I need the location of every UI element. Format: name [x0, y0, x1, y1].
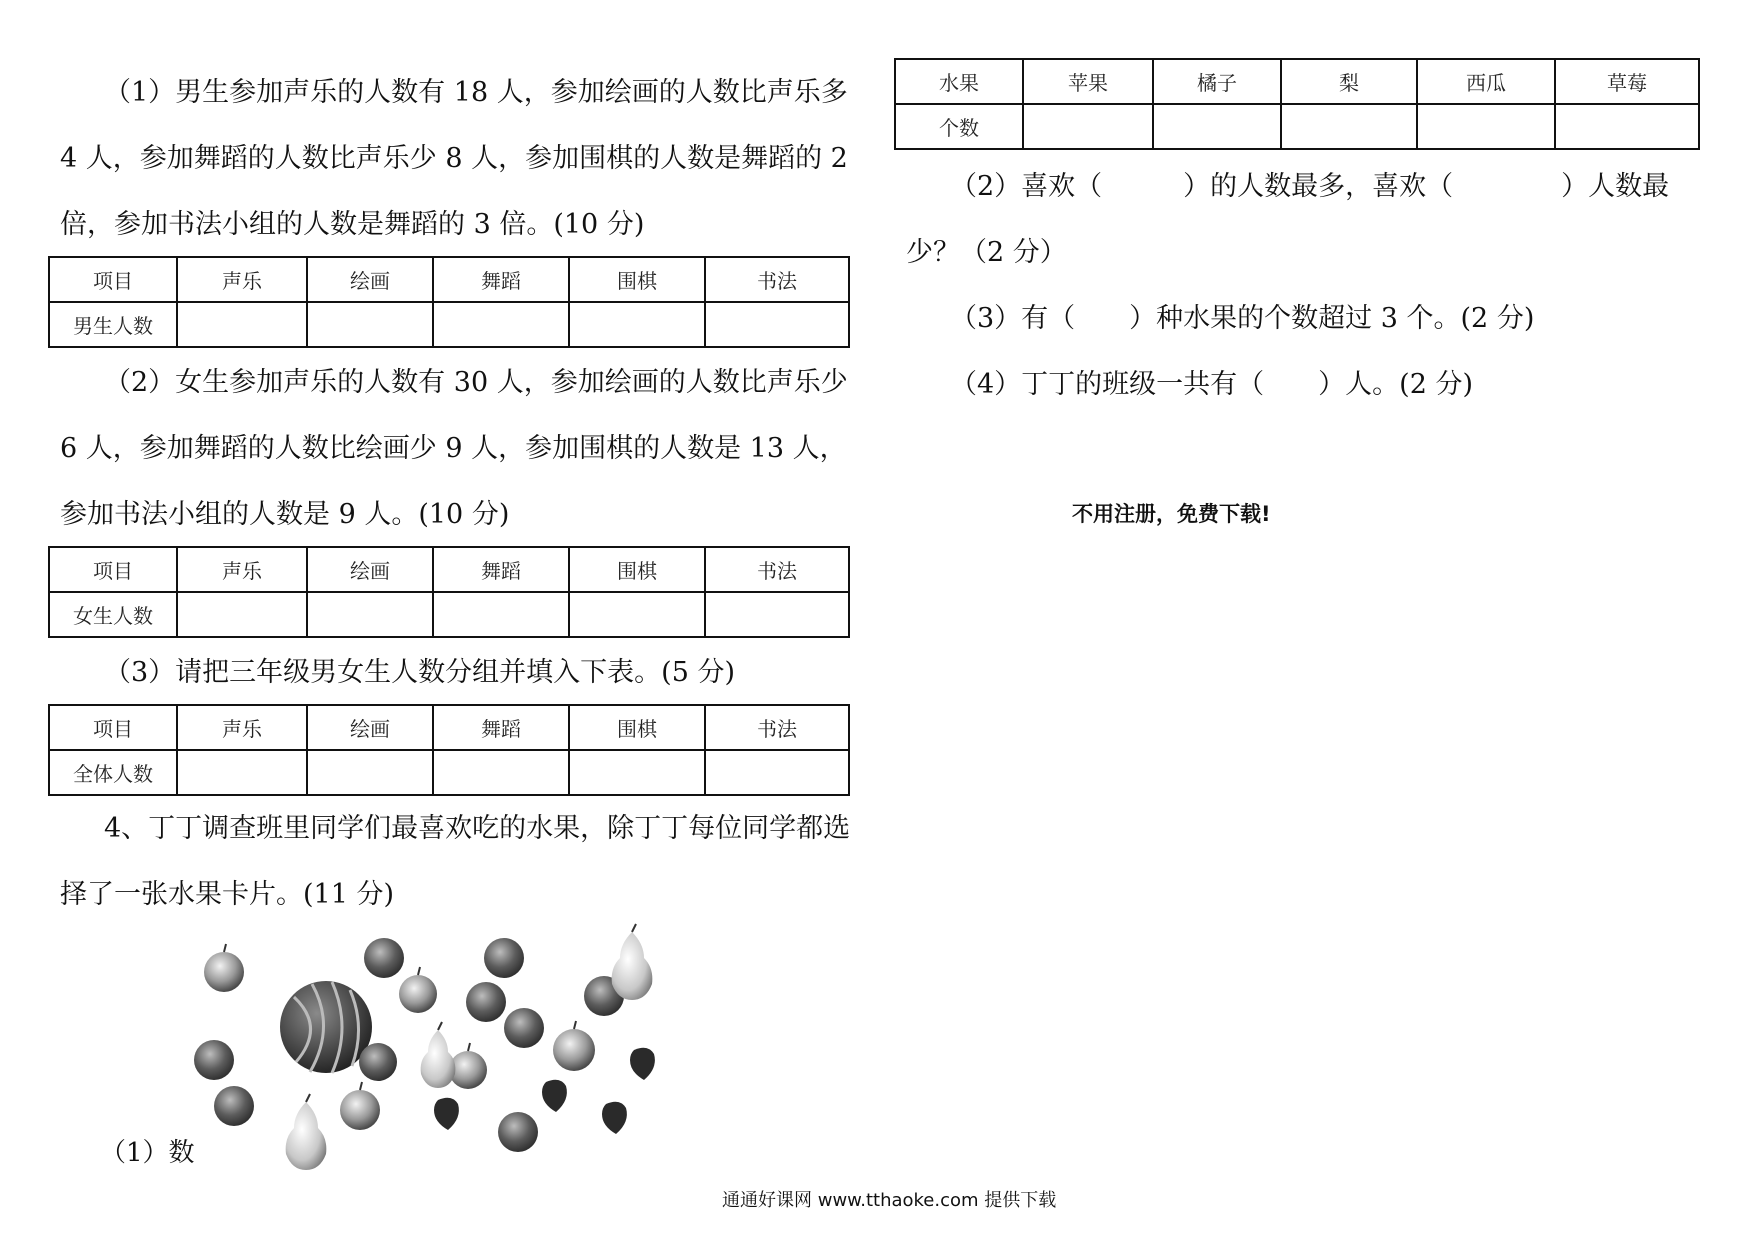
header-cell-item: 项目 [49, 705, 177, 750]
table-row [49, 705, 849, 750]
answer-cell[interactable] [307, 592, 433, 637]
table-row [895, 59, 1699, 104]
answer-cell[interactable] [433, 750, 569, 795]
girls-table [48, 546, 850, 638]
right-question-4: （4）丁丁的班级一共有（ ）人。(2 分) [950, 369, 1474, 400]
question-4-sub-1: （1）数 [100, 1138, 195, 1168]
answer-cell[interactable] [307, 302, 433, 347]
header-cell-go: 围棋 [569, 547, 705, 592]
answer-cell[interactable] [177, 592, 307, 637]
row-label-girls: 女生人数 [49, 592, 177, 637]
table-row [49, 257, 849, 302]
apple-icon [399, 967, 437, 1013]
question-1-text: （1）男生参加声乐的人数有 18 人，参加绘画的人数比声乐多 4 人，参加舞蹈的人数比声乐少 8 人，参加围棋的人数是舞蹈的 2 倍，参加书法小组的人数是舞蹈的 3 倍。(10 分) [60, 77, 848, 240]
table-row [49, 592, 849, 637]
answer-cell[interactable] [705, 592, 849, 637]
strawberry-icon [542, 1080, 567, 1112]
apple-icon [204, 944, 244, 992]
orange-icon [484, 938, 524, 978]
header-cell-pear: 梨 [1281, 59, 1417, 104]
strawberry-icon [434, 1098, 459, 1130]
answer-cell[interactable] [177, 750, 307, 795]
header-cell-dance: 舞蹈 [433, 547, 569, 592]
answer-cell[interactable] [705, 302, 849, 347]
apple-icon [340, 1082, 380, 1130]
row-label-boys: 男生人数 [49, 302, 177, 347]
header-cell-vocal: 声乐 [177, 705, 307, 750]
right-question-2: （2）喜欢（ ）的人数最多，喜欢（ ）人数最少？（2 分） [906, 171, 1670, 268]
header-cell-painting: 绘画 [307, 257, 433, 302]
free-download-notice: 不用注册，免费下载! [1072, 502, 1271, 526]
header-cell-go: 围棋 [569, 705, 705, 750]
orange-icon [504, 1008, 544, 1048]
header-cell-item: 项目 [49, 257, 177, 302]
header-cell-orange: 橘子 [1153, 59, 1281, 104]
question-2-text: （2）女生参加声乐的人数有 30 人，参加绘画的人数比声乐少 6 人，参加舞蹈的人数比绘画少 9 人，参加围棋的人数是 13 人，参加书法小组的人数是 9 人。(10 分) [60, 367, 848, 530]
header-cell-strawberry: 草莓 [1555, 59, 1699, 104]
orange-icon [214, 1086, 254, 1126]
orange-icon [466, 982, 506, 1022]
header-cell-calligraphy: 书法 [705, 257, 849, 302]
answer-cell[interactable] [433, 302, 569, 347]
header-cell-vocal: 声乐 [177, 547, 307, 592]
answer-cell[interactable] [1153, 104, 1281, 149]
answer-cell[interactable] [569, 302, 705, 347]
header-cell-watermelon: 西瓜 [1417, 59, 1555, 104]
orange-icon [498, 1112, 538, 1152]
fruit-count-table [894, 58, 1700, 150]
answer-cell[interactable] [1023, 104, 1153, 149]
table-row [49, 750, 849, 795]
answer-cell[interactable] [705, 750, 849, 795]
apple-icon [553, 1021, 595, 1071]
header-cell-dance: 舞蹈 [433, 257, 569, 302]
header-cell-calligraphy: 书法 [705, 547, 849, 592]
boys-table [48, 256, 850, 348]
orange-icon [194, 1040, 234, 1080]
answer-cell[interactable] [1555, 104, 1699, 149]
header-cell-item: 项目 [49, 547, 177, 592]
answer-cell[interactable] [433, 592, 569, 637]
footer-credit[interactable]: 通通好课网 www.tthaoke.com 提供下载 [722, 1190, 1057, 1211]
answer-cell[interactable] [177, 302, 307, 347]
header-cell-vocal: 声乐 [177, 257, 307, 302]
header-cell-dance: 舞蹈 [433, 705, 569, 750]
header-cell-apple: 苹果 [1023, 59, 1153, 104]
answer-cell[interactable] [1281, 104, 1417, 149]
strawberry-icon [602, 1102, 627, 1134]
answer-cell[interactable] [569, 750, 705, 795]
header-cell-painting: 绘画 [307, 705, 433, 750]
strawberry-icon [630, 1048, 655, 1080]
header-cell-fruit: 水果 [895, 59, 1023, 104]
table-row [49, 302, 849, 347]
pear-icon [286, 1094, 327, 1170]
header-cell-calligraphy: 书法 [705, 705, 849, 750]
fruit-cards-illustration [186, 922, 680, 1172]
answer-cell[interactable] [1417, 104, 1555, 149]
table-row [49, 547, 849, 592]
orange-icon [359, 1043, 397, 1081]
question-3-text: （3）请把三年级男女生人数分组并填入下表。(5 分) [104, 657, 736, 688]
right-question-3: （3）有（ ）种水果的个数超过 3 个。(2 分) [950, 303, 1535, 334]
row-label-count: 个数 [895, 104, 1023, 149]
orange-icon [364, 938, 404, 978]
pear-icon [612, 924, 653, 1000]
answer-cell[interactable] [307, 750, 433, 795]
total-table [48, 704, 850, 796]
table-row [895, 104, 1699, 149]
watermelon-icon [280, 981, 372, 1073]
row-label-total: 全体人数 [49, 750, 177, 795]
header-cell-go: 围棋 [569, 257, 705, 302]
pear-icon [421, 1022, 456, 1088]
question-4-text: 4、丁丁调查班里同学们最喜欢吃的水果，除丁丁每位同学都选择了一张水果卡片。(11 分) [60, 813, 851, 910]
header-cell-painting: 绘画 [307, 547, 433, 592]
answer-cell[interactable] [569, 592, 705, 637]
